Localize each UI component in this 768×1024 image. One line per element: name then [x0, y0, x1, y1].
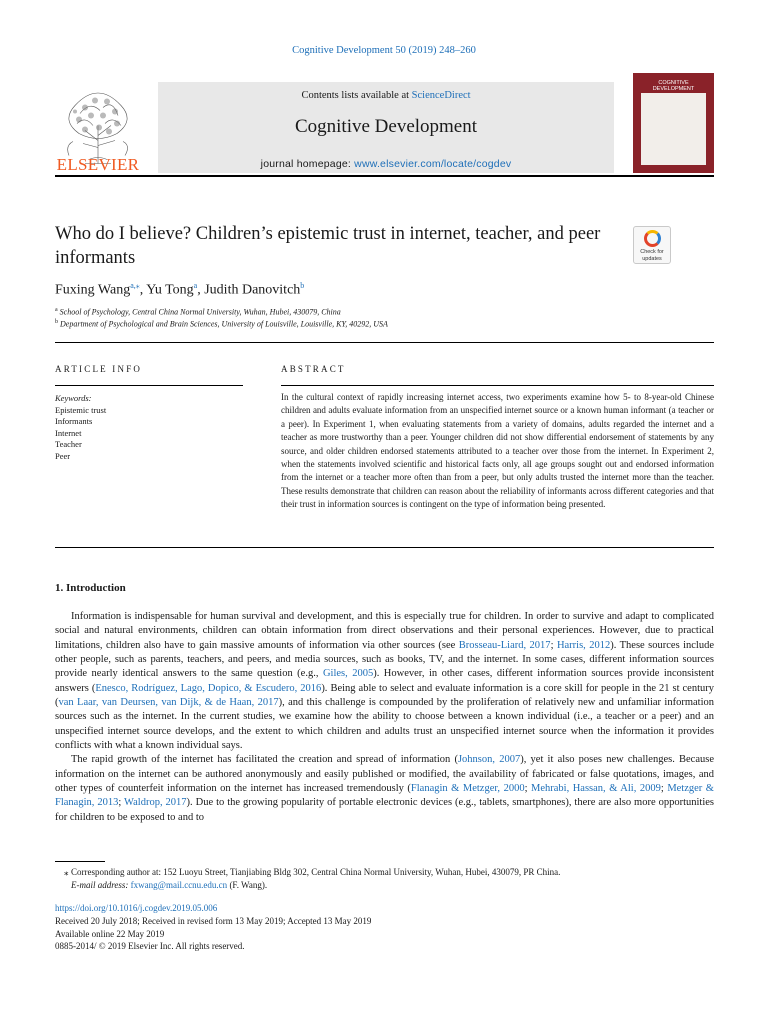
contents-prefix: Contents lists available at	[301, 90, 410, 101]
paragraph-text: ). These sources include other people, such as parents, teachers, and peers, and media sources, such as books, TV, and the internet. In some cases, different information sources provide nearly identical answers to the same question (e.g.,	[55, 639, 715, 680]
header-rule	[55, 175, 714, 177]
cover-title: COGNITIVE DEVELOPMENT	[652, 80, 695, 93]
email-suffix: (F. Wang).	[229, 880, 268, 890]
author-name[interactable]: Fuxing Wang	[55, 282, 131, 298]
keywords-label: Keywords:	[55, 393, 92, 403]
journal-citation[interactable]: Cognitive Development 50 (2019) 248–260	[292, 45, 476, 56]
paragraph-text: ;	[550, 639, 557, 651]
author-separator: ,	[139, 282, 147, 298]
paragraph-text: ). Being able to select and evaluate information is a core skill for people in the 21 st century (	[55, 682, 714, 709]
citation-link[interactable]: Waldrop, 2017	[124, 797, 187, 809]
article-info-heading: ARTICLE INFO	[55, 364, 143, 374]
citation-link[interactable]: Brosseau-Liard, 2017	[458, 639, 551, 651]
paragraph-text: ;	[660, 783, 668, 795]
check-for-updates-badge[interactable]	[633, 226, 671, 264]
article-title: Who do I believe? Children’s epistemic trust in internet, teacher, and peer informants	[55, 224, 601, 268]
keywords-block	[55, 393, 106, 462]
doi-link[interactable]: https://doi.org/10.1016/j.cogdev.2019.05.006	[55, 903, 218, 913]
homepage-prefix: journal homepage:	[260, 158, 352, 170]
corresponding-author: Corresponding author at: 152 Luoyu Street, Tianjiabing Bldg 302, Central China Normal University, Wuhan, Hubei, 430079, PR China.	[71, 867, 561, 877]
journal-header	[55, 73, 714, 173]
paragraph-text: The rapid growth of the internet has facilitated the creation and spread of information (	[71, 754, 458, 766]
introduction-body	[55, 610, 714, 825]
keyword: Teacher	[55, 439, 82, 449]
article-meta	[55, 902, 371, 953]
paragraph-text: Information is indispensable for human survival and development, and this is especially true for children. In order to survive and adapt to complicated social and natural environments, children can obtain information from direct observations and their personal experiences. However, due to practical limitations, children also have to gain massive amounts of information via other sources (see	[55, 611, 714, 651]
paragraph-text: ), and this challenge is compounded by the proliferation of relatively new and unfamiliar information sources such as the internet. In the current studies, we examine how the ability to choose between a known individual (i.e., a teacher or a peer) and an unspecified internet source develops, and the extent to which children and adults trust an unspecified internet source when the information it provides conflicts with what a known individual says.	[55, 697, 714, 752]
citation-link[interactable]: Metzger & Flanagin, 2013	[55, 783, 714, 809]
journal-title: Cognitive Development	[294, 116, 478, 137]
author-affiliation-mark[interactable]: a	[193, 281, 198, 290]
affiliation-mark: b	[55, 319, 58, 325]
paragraph-text: ), yet it also poses new challenges. Because information on the internet can be authored anonymously and easily published or modified, the availability of fabricated or false quotations, images, and other types of counterfeit information on the internet has increased tremendously (	[55, 754, 714, 795]
keyword: Epistemic trust	[55, 404, 107, 415]
email-label: E-mail address:	[71, 880, 129, 890]
affiliation	[55, 319, 388, 329]
footnote	[55, 866, 714, 892]
citation-link[interactable]: Mehrabi, Hassan, & Ali, 2009	[531, 783, 661, 795]
journal-cover-thumbnail[interactable]	[633, 73, 714, 173]
homepage-link[interactable]: www.elsevier.com/locate/cogdev	[354, 158, 512, 170]
abstract-text: In the cultural context of rapidly increasing internet access, two experiments examine how 5- to 8-year-old Chinese children and adults evaluate information from an unspecified internet source or a known human informant (a teacher or a peer). In Experiment 1, when evaluating statements from a variety of domains, adults regarded the internet and a teacher as more trustworthy than a peer. Younger children did not show differential endorsement of statements by any source, and older children endorsed statements attributed to a teacher over those from the internet. In Experiment 2, when the statements involved scientific and historical facts only, all age groups sought out and endorsed information from the internet or a teacher more often than from a peer, but only adults trusted the internet more than the teacher. These results demonstrate that children can reason about the reliability of informants across different categories and that their trust in information sources is contingent on the type of information being presented.	[281, 392, 714, 510]
abstract-rule	[281, 385, 714, 386]
footnote-corresponding	[64, 866, 714, 879]
author-name[interactable]: Yu Tong	[146, 282, 194, 298]
received-dates: Received 20 July 2018; Received in revised form 13 May 2019; Accepted 13 May 2019	[55, 915, 372, 926]
keyword: Internet	[55, 427, 82, 438]
footnote-email-line	[71, 879, 714, 892]
email-link[interactable]: fxwang@mail.ccnu.edu.cn	[130, 880, 228, 890]
author-list	[55, 281, 304, 299]
journal-banner	[158, 82, 614, 173]
footnote-mark: ⁎	[64, 867, 69, 877]
section-rule	[55, 547, 714, 548]
elsevier-wordmark: ELSEVIER	[56, 155, 140, 174]
affiliation-text: School of Psychology, Central China Normal University, Wuhan, Hubei, 430079, China	[59, 307, 341, 317]
author-affiliation-mark[interactable]: a,⁎	[130, 281, 140, 290]
cover-panel	[641, 93, 706, 165]
abstract-heading: ABSTRACT	[281, 364, 346, 374]
citation-link[interactable]: Harris, 2012	[556, 639, 611, 651]
affiliation-mark: a	[55, 307, 58, 313]
keyword: Informants	[55, 416, 93, 426]
citation-link[interactable]: Flanagin & Metzger, 2000	[410, 783, 525, 795]
citation-link[interactable]: van Laar, van Deursen, van Dijk, & de Haan, 2017	[58, 697, 279, 709]
sciencedirect-link[interactable]: ScienceDirect	[411, 90, 471, 101]
affiliation	[55, 307, 341, 317]
copyright: 0885-2014/ © 2019 Elsevier Inc. All rights reserved.	[55, 941, 245, 952]
affiliation-text: Department of Psychological and Brain Sciences, University of Louisville, Louisville, KY, 40292, USA	[60, 319, 388, 329]
citation-link[interactable]: Giles, 2005	[322, 668, 374, 680]
homepage-line	[158, 158, 614, 170]
author-separator: ,	[197, 282, 205, 298]
author-name[interactable]: Judith Danovitch	[204, 282, 301, 298]
section-rule	[55, 342, 714, 343]
citation-link[interactable]: Enesco, Rodríguez, Lago, Dopico, & Escudero, 2016	[95, 682, 322, 694]
check-updates-icon	[644, 230, 661, 247]
paragraph-text: ). However, in other cases, different information sources provide inconsistent answers (	[55, 668, 714, 694]
paragraph-text: ). Due to the growing popularity of portable electronic devices (e.g., tablets, smartphones), there are also more opportunities for children to be exposed to and to	[55, 797, 714, 823]
badge-label: Check for updates	[640, 249, 664, 262]
paragraph-text: ;	[118, 797, 125, 809]
paragraph-text: ;	[524, 783, 532, 795]
paragraph	[55, 610, 714, 753]
citation-link[interactable]: Johnson, 2007	[457, 754, 521, 766]
section-heading-introduction: 1. Introduction	[55, 582, 126, 594]
online-date: Available online 22 May 2019	[55, 928, 165, 939]
paragraph	[55, 753, 714, 825]
keyword: Peer	[55, 450, 71, 461]
contents-line	[158, 90, 614, 101]
article-info-rule	[55, 385, 243, 386]
author-affiliation-mark[interactable]: b	[300, 281, 305, 290]
footnote-rule	[55, 861, 105, 862]
